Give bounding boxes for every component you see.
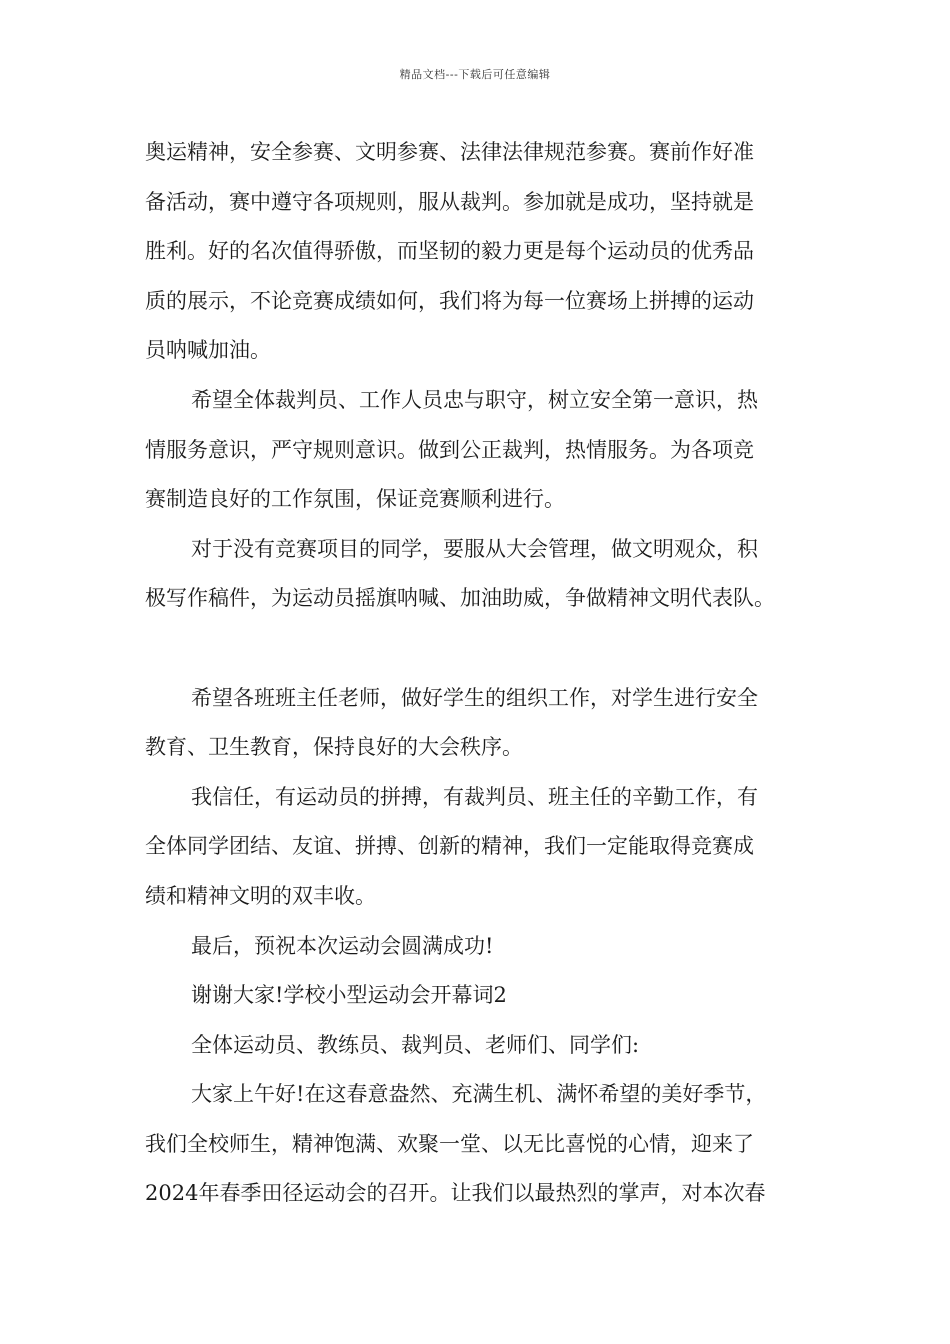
paragraph-start-line: 希望全体裁判员、工作人员忠与职守，树立安全第一意识，热: [191, 387, 758, 412]
text-line: 员呐喊加油。: [145, 338, 271, 363]
text-line: 极写作稿件，为运动员摇旗呐喊、加油助威，争做精神文明代表队。: [145, 586, 775, 611]
paragraph-start-line: 大家上午好!在这春意盎然、充满生机、满怀希望的美好季节，: [191, 1082, 767, 1107]
paragraph-start-line: 最后，预祝本次运动会圆满成功!: [191, 933, 494, 958]
text-line: 全体同学团结、友谊、拼搏、创新的精神，我们一定能取得竞赛成: [145, 834, 754, 859]
text-line: 我们全校师生，精神饱满、欢聚一堂、以无比喜悦的心情，迎来了: [145, 1131, 754, 1156]
document-body: [145, 128, 810, 1219]
text-line: 胜利。好的名次值得骄傲，而坚韧的毅力更是每个运动员的优秀品: [145, 239, 754, 264]
text-line: 教育、卫生教育，保持良好的大会秩序。: [145, 735, 523, 760]
blank-line: [145, 624, 810, 674]
text-line: 绩和精神文明的双丰收。: [145, 883, 376, 908]
text-line: 赛制造良好的工作氛围，保证竞赛顺利进行。: [145, 487, 565, 512]
section-title-line: 谢谢大家!学校小型运动会开幕词2: [191, 983, 507, 1008]
text-line: 情服务意识，严守规则意识。做到公正裁判，热情服务。为各项竞: [145, 437, 754, 462]
text-line: 2024年春季田径运动会的召开。让我们以最热烈的掌声，对本次春: [145, 1181, 766, 1206]
paragraph-start-line: 我信任，有运动员的拼搏，有裁判员、班主任的辛勤工作，有: [191, 784, 758, 809]
text-line: 质的展示，不论竞赛成绩如何，我们将为每一位赛场上拼搏的运动: [145, 288, 754, 313]
paragraph-start-line: 希望各班班主任老师，做好学生的组织工作，对学生进行安全: [191, 685, 758, 710]
text-line: 备活动，赛中遵守各项规则，服从裁判。参加就是成功，坚持就是: [145, 189, 754, 214]
text-line: 奥运精神，安全参赛、文明参赛、法律法律规范参赛。赛前作好准: [145, 140, 754, 164]
paragraph-start-line: 对于没有竞赛项目的同学，要服从大会管理，做文明观众，积: [191, 536, 758, 561]
salutation-line: 全体运动员、教练员、裁判员、老师们、同学们:: [191, 1032, 640, 1057]
page-header: 精品文档---下载后可任意编辑: [399, 68, 551, 81]
